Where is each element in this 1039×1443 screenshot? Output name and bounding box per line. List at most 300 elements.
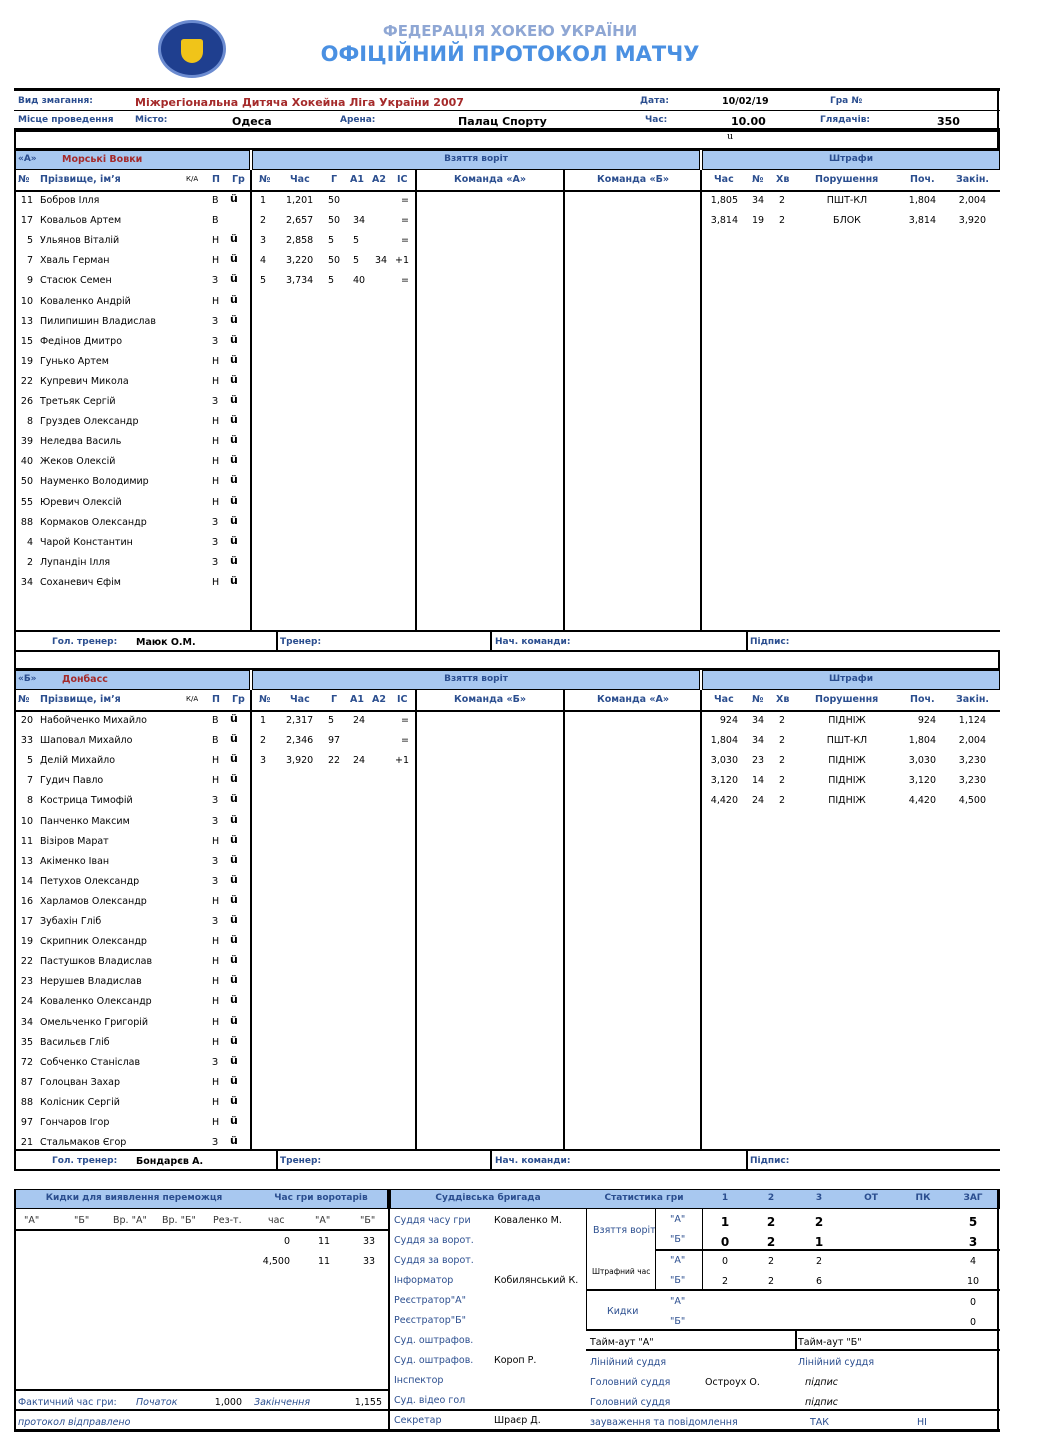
time-value: 10.00 xyxy=(731,115,766,128)
goals-header: Взяття воріт xyxy=(444,674,508,684)
shootout-col: Вр. "Б" xyxy=(162,1215,196,1226)
head-judge: Головний суддя xyxy=(590,1377,671,1388)
player-check: ü xyxy=(230,872,238,886)
player-name: Хваль Герман xyxy=(40,255,110,267)
v-rule xyxy=(388,1189,390,1429)
player-check: ü xyxy=(230,953,238,967)
v-rule xyxy=(490,1149,492,1169)
player-check: ü xyxy=(230,892,238,906)
v-rule xyxy=(655,1209,656,1289)
col-p: П xyxy=(212,694,220,705)
player-name: Гончаров Ігор xyxy=(40,1117,110,1128)
player-check: ü xyxy=(230,832,238,846)
end-label: Закінчення xyxy=(254,1397,311,1408)
player-position: З xyxy=(212,335,219,347)
player-name: Купревич Микола xyxy=(40,375,129,387)
penalty-infraction: ПІДНІЖ xyxy=(828,755,866,767)
player-name: Федінов Дмитро xyxy=(40,335,123,347)
start-value: 1,000 xyxy=(214,1397,242,1408)
penalty-player: 19 xyxy=(752,215,765,227)
penalty-start: 924 xyxy=(917,715,936,726)
player-check: ü xyxy=(230,712,238,725)
goal-scorer: 5 xyxy=(328,235,335,247)
penalty-infraction: ПШТ-КЛ xyxy=(826,735,868,747)
player-number: 34 xyxy=(20,1016,33,1028)
player-number: 19 xyxy=(20,936,33,948)
coach-name: Маюк О.М. xyxy=(136,637,196,648)
player-check: ü xyxy=(230,913,238,926)
player-name: Ковальов Артем xyxy=(40,215,122,227)
col-p: П xyxy=(212,174,220,185)
comp-value: Міжрегіональна Дитяча Хокейна Ліга України 2007 xyxy=(135,96,464,109)
v-rule xyxy=(415,690,417,1150)
goal-strength: = xyxy=(401,235,409,247)
player-name: Голоцван Захар xyxy=(40,1076,120,1088)
yes-option: ТАК xyxy=(810,1417,830,1428)
goal-scorer: 22 xyxy=(328,755,341,767)
player-number: 4 xyxy=(26,536,33,548)
penalty-minutes: 2 xyxy=(779,195,786,206)
sign-label: Підпис: xyxy=(750,1156,790,1166)
penalty-minutes: 2 xyxy=(779,795,786,807)
stats-total: 3 xyxy=(968,1235,978,1249)
player-name: Скрипник Олександр xyxy=(40,936,147,948)
player-position: Н xyxy=(212,456,220,468)
player-number: 40 xyxy=(20,456,33,468)
player-name: Пилипишин Владислав xyxy=(40,315,156,327)
player-name: Петухов Олександр xyxy=(40,875,140,887)
penalty-player: 23 xyxy=(752,755,765,767)
player-number: 34 xyxy=(20,576,33,588)
line-judge: Лінійний суддя xyxy=(590,1357,667,1368)
stats-team-tag: "А" xyxy=(670,1214,686,1225)
player-check: ü xyxy=(230,232,238,246)
player-check: ü xyxy=(230,352,238,366)
player-number: 2 xyxy=(26,556,33,568)
arena-label: Арена: xyxy=(340,115,376,125)
city-label: Місто: xyxy=(135,115,168,125)
goal-strength: = xyxy=(401,215,409,227)
goal-assist2: 34 xyxy=(375,255,388,267)
shootout-col: Рез-т. xyxy=(213,1215,242,1226)
goal-scorer: 50 xyxy=(328,195,341,206)
h-rule xyxy=(14,1429,1000,1432)
penalty-end: 1,124 xyxy=(958,715,986,726)
player-number: 33 xyxy=(20,735,33,747)
col-pend: Закін. xyxy=(956,174,990,185)
stats-title: Статистика гри xyxy=(604,1193,684,1203)
player-number: 17 xyxy=(20,916,33,927)
player-position: З xyxy=(212,815,219,827)
note-symbol: u xyxy=(727,131,734,142)
col-gtime: Час xyxy=(290,174,310,185)
stats-p2: 2 xyxy=(766,1235,776,1249)
stats-shots-b: 0 xyxy=(969,1317,977,1328)
player-check: ü xyxy=(230,453,238,467)
player-position: Н xyxy=(212,996,220,1008)
player-number: 24 xyxy=(20,996,33,1008)
coach-label: Гол. тренер: xyxy=(52,1156,118,1166)
goal-strength: = xyxy=(401,195,409,206)
referee-role: Реєстратор"Б" xyxy=(394,1315,467,1326)
v-rule xyxy=(700,170,702,632)
signature: підпис xyxy=(805,1377,839,1388)
penalty-minutes: 2 xyxy=(779,215,786,227)
v-rule xyxy=(250,690,252,1150)
h-rule xyxy=(655,1249,1000,1251)
v-rule xyxy=(490,630,492,650)
gk-col: "Б" xyxy=(360,1215,376,1226)
penalty-time: 1,804 xyxy=(710,735,738,747)
v-rule xyxy=(563,690,565,1150)
stats-p1: 0 xyxy=(720,1235,730,1249)
player-check: ü xyxy=(230,732,238,746)
period-1: 1 xyxy=(721,1193,729,1203)
player-position: Н xyxy=(212,895,220,907)
coach-name: Бондарєв А. xyxy=(136,1156,204,1167)
player-position: Н xyxy=(212,1076,220,1088)
col-pstart: Поч. xyxy=(910,694,935,705)
stats-team-tag: "А" xyxy=(670,1296,686,1307)
player-check: ü xyxy=(230,812,238,826)
player-position: З xyxy=(212,516,219,528)
penalty-player: 14 xyxy=(752,775,765,787)
signature-2: підпис xyxy=(805,1397,839,1408)
header-bar xyxy=(14,670,250,690)
player-position: Н xyxy=(212,1117,220,1128)
col-team-opp: Команда «Б» xyxy=(597,174,669,185)
goal-time: 3,734 xyxy=(286,275,314,287)
stats-p2: 2 xyxy=(766,1215,776,1229)
v-rule xyxy=(795,1329,797,1349)
goal-time: 3,920 xyxy=(286,755,314,767)
player-position: Н xyxy=(212,235,220,247)
penalty-player: 34 xyxy=(752,715,765,726)
player-name: Гунько Артем xyxy=(40,355,109,367)
player-check: ü xyxy=(230,573,238,587)
col-gr: Гр xyxy=(232,694,245,705)
stats-team-tag: "Б" xyxy=(670,1234,686,1245)
player-position: Н xyxy=(212,835,220,847)
player-number: 8 xyxy=(26,416,33,428)
stats-shots-label: Кидки xyxy=(607,1306,639,1317)
player-position: Н xyxy=(212,936,220,948)
player-check: ü xyxy=(230,1033,238,1047)
player-name: Омельченко Григорій xyxy=(40,1016,149,1028)
referee-role: Реєстратор"А" xyxy=(394,1295,467,1306)
col-no: № xyxy=(18,694,30,705)
remarks: зауваження та повідомлення xyxy=(590,1417,738,1428)
head-judge-2: Головний суддя xyxy=(590,1397,671,1408)
player-number: 22 xyxy=(20,375,33,387)
start-label: Початок xyxy=(136,1397,178,1408)
penalty-time: 1,805 xyxy=(710,195,738,206)
shootout-title: Кидки для виявлення переможця xyxy=(45,1193,223,1203)
player-position: Н xyxy=(212,416,220,428)
trainer-label: Тренер: xyxy=(280,637,322,647)
player-name: Коваленко Олександр xyxy=(40,996,152,1008)
penalty-start: 1,804 xyxy=(908,195,936,206)
referee-role: Секретар xyxy=(394,1415,442,1426)
period-2: 2 xyxy=(767,1193,775,1203)
v-rule xyxy=(702,1209,703,1289)
goal-time: 2,657 xyxy=(286,215,314,227)
penalties-header: Штрафи xyxy=(828,674,874,684)
time-label: Час: xyxy=(645,115,668,125)
col-g: Г xyxy=(331,174,338,185)
player-check: ü xyxy=(230,192,238,205)
sign-label: Підпис: xyxy=(750,637,790,647)
player-name: Набойченко Михайло xyxy=(40,715,147,726)
player-check: ü xyxy=(230,772,238,786)
h-rule xyxy=(14,88,1000,91)
goal-scorer: 5 xyxy=(328,275,335,287)
col-ic: ІС xyxy=(397,694,408,705)
team-name: Донбасс xyxy=(62,674,108,685)
gk-a: 11 xyxy=(318,1256,331,1267)
player-check: ü xyxy=(230,933,238,947)
h-rule xyxy=(14,1169,1000,1171)
col-team-own: Команда «Б» xyxy=(454,694,526,705)
referee-role: Інспектор xyxy=(394,1375,444,1386)
penalty-player: 34 xyxy=(752,735,765,747)
player-name: Колісник Сергій xyxy=(40,1096,120,1108)
stats-p1: 1 xyxy=(720,1215,730,1229)
player-number: 7 xyxy=(26,775,33,787)
gk-time-title: Час гри воротарів xyxy=(274,1193,368,1203)
penalty-minutes: 2 xyxy=(779,755,786,767)
goal-number: 1 xyxy=(260,195,267,206)
penalty-start: 3,814 xyxy=(908,215,936,227)
penalty-time: 3,814 xyxy=(710,215,738,227)
goal-strength: = xyxy=(401,715,409,726)
player-number: 14 xyxy=(20,875,33,887)
federation-title: ФЕДЕРАЦІЯ ХОКЕЮ УКРАЇНИ xyxy=(382,22,638,40)
goal-scorer: 97 xyxy=(328,735,341,747)
player-name: Харламов Олександр xyxy=(40,895,147,907)
gk-a: 11 xyxy=(318,1236,331,1247)
player-check: ü xyxy=(230,292,238,306)
stats-shots-a: 0 xyxy=(969,1297,977,1308)
spect-label: Глядачів: xyxy=(820,115,871,125)
v-rule xyxy=(415,170,417,632)
player-number: 50 xyxy=(20,476,33,488)
h-rule xyxy=(14,190,1000,192)
col-a1: А1 xyxy=(350,174,364,185)
stats-total: 4 xyxy=(969,1256,977,1267)
player-name: Панченко Максим xyxy=(40,815,130,827)
goal-number: 3 xyxy=(260,755,267,767)
goal-number: 1 xyxy=(260,715,267,726)
player-position: Н xyxy=(212,755,220,767)
player-number: 15 xyxy=(20,335,33,347)
stats-total: 5 xyxy=(968,1215,978,1229)
stats-p3: 2 xyxy=(814,1215,824,1229)
col-pinf: Порушення xyxy=(815,694,879,705)
player-check: ü xyxy=(230,533,238,547)
h-rule xyxy=(586,1289,1000,1291)
goal-time: 3,220 xyxy=(286,255,314,267)
player-check: ü xyxy=(230,413,238,427)
stats-team-tag: "А" xyxy=(670,1255,686,1266)
stats-team-tag: "Б" xyxy=(670,1316,686,1327)
player-name: Ульянов Віталій xyxy=(40,235,120,247)
spect-value: 350 xyxy=(937,115,960,128)
v-rule xyxy=(276,630,278,650)
player-name: Лупандін Ілля xyxy=(40,556,111,568)
col-gno: № xyxy=(259,174,271,185)
goal-number: 5 xyxy=(260,275,267,287)
player-number: 13 xyxy=(20,855,33,867)
col-pmin: Хв xyxy=(776,694,790,705)
player-position: Н xyxy=(212,576,220,588)
player-name: Васильєв Гліб xyxy=(40,1036,110,1048)
player-position: З xyxy=(212,855,219,867)
player-number: 17 xyxy=(20,215,33,227)
player-number: 35 xyxy=(20,1036,33,1048)
player-position: Н xyxy=(212,255,220,267)
player-check: ü xyxy=(230,312,238,326)
player-name: Стальмаков Єгор xyxy=(40,1137,127,1149)
player-position: В xyxy=(212,715,219,726)
penalty-minutes: 2 xyxy=(779,735,786,747)
v-rule xyxy=(746,630,748,650)
v-rule xyxy=(276,1149,278,1169)
player-check: ü xyxy=(230,553,238,567)
player-name: Коваленко Андрій xyxy=(40,295,131,307)
goal-assist1: 40 xyxy=(353,275,366,287)
player-position: В xyxy=(212,215,219,227)
goal-scorer: 50 xyxy=(328,215,341,227)
player-check: ü xyxy=(230,372,238,386)
goal-number: 2 xyxy=(260,735,267,747)
player-name: Акіменко Іван xyxy=(40,855,110,867)
player-name: Жеков Олексій xyxy=(40,456,116,468)
player-name: Стасюк Семен xyxy=(40,275,112,287)
player-number: 26 xyxy=(20,396,33,407)
player-check: ü xyxy=(230,1073,238,1087)
end-value: 1,155 xyxy=(354,1397,382,1408)
player-position: З xyxy=(212,396,219,407)
col-a2: А2 xyxy=(372,174,386,185)
coach-label: Гол. тренер: xyxy=(52,637,118,647)
col-pstart: Поч. xyxy=(910,174,935,185)
v-rule xyxy=(746,1149,748,1169)
player-position: Н xyxy=(212,436,220,448)
protocol-title: ОФІЦІЙНИЙ ПРОТОКОЛ МАТЧУ xyxy=(320,42,700,66)
player-name: Груздев Олександр xyxy=(40,416,139,428)
penalty-infraction: ПШТ-КЛ xyxy=(826,195,868,206)
goal-assist1: 5 xyxy=(353,235,360,247)
player-number: 5 xyxy=(26,755,33,767)
city-value: Одеса xyxy=(232,115,272,128)
player-number: 10 xyxy=(20,295,33,307)
v-rule xyxy=(14,1189,16,1429)
player-check: ü xyxy=(230,252,238,266)
federation-logo xyxy=(158,20,226,78)
penalty-start: 4,420 xyxy=(908,795,936,807)
referee-role: Суддя часу гри xyxy=(394,1215,471,1226)
referee-role: Суддя за ворот. xyxy=(394,1255,474,1266)
penalty-end: 2,004 xyxy=(958,195,986,206)
player-name: Нерушев Владислав xyxy=(40,976,142,988)
player-number: 10 xyxy=(20,815,33,827)
penalty-start: 1,804 xyxy=(908,735,936,747)
player-check: ü xyxy=(230,1134,238,1148)
player-name: Зубахін Гліб xyxy=(40,916,102,927)
referee-role: Суд. відео гол xyxy=(394,1395,466,1406)
player-number: 5 xyxy=(26,235,33,247)
chief-label: Нач. команди: xyxy=(495,1156,571,1166)
stats-p2: 2 xyxy=(767,1276,775,1287)
penalty-start: 3,120 xyxy=(908,775,936,787)
gk-b: 33 xyxy=(363,1256,376,1267)
penalty-infraction: ПІДНІЖ xyxy=(828,795,866,807)
stats-p2: 2 xyxy=(767,1256,775,1267)
h-rule xyxy=(14,1229,388,1231)
penalty-minutes: 2 xyxy=(779,715,786,726)
col-g: Г xyxy=(331,694,338,705)
goal-assist1: 34 xyxy=(353,215,366,227)
referee-role: Суд. оштрафов. xyxy=(394,1355,474,1366)
col-ic: ІС xyxy=(397,174,408,185)
shootout-col: "Б" xyxy=(74,1215,90,1226)
player-check: ü xyxy=(230,1013,238,1027)
player-check: ü xyxy=(230,752,238,766)
overtime: ОТ xyxy=(864,1193,878,1203)
goal-number: 2 xyxy=(260,215,267,227)
head-judge-name: Остроух О. xyxy=(705,1377,760,1388)
v-rule xyxy=(563,170,565,632)
penalty-player: 24 xyxy=(752,795,765,807)
goal-time: 1,201 xyxy=(286,195,314,206)
line-judge-2: Лінійний суддя xyxy=(798,1357,875,1368)
player-name: Шаповал Михайло xyxy=(40,735,133,747)
player-check: ü xyxy=(230,332,238,346)
trainer-label: Тренер: xyxy=(280,1156,322,1166)
player-check: ü xyxy=(230,993,238,1007)
penalty-end: 3,230 xyxy=(958,775,986,787)
referees-title: Суддівська бригада xyxy=(435,1193,541,1203)
player-position: З xyxy=(212,1137,219,1149)
goal-assist1: 24 xyxy=(353,755,366,767)
h-rule xyxy=(14,1389,388,1391)
referee-name: Короп Р. xyxy=(494,1355,537,1366)
goal-strength: +1 xyxy=(394,755,409,767)
col-a2: А2 xyxy=(372,694,386,705)
total: ЗАГ xyxy=(963,1193,983,1203)
box xyxy=(14,650,1000,670)
player-position: В xyxy=(212,735,219,747)
goal-scorer: 5 xyxy=(328,715,335,726)
player-number: 11 xyxy=(20,835,33,847)
player-number: 39 xyxy=(20,436,33,448)
h-rule xyxy=(14,710,1000,712)
h-rule xyxy=(14,1409,1000,1411)
player-position: З xyxy=(212,315,219,327)
gk-b: 33 xyxy=(363,1236,376,1247)
protocol-sent: протокол відправлено xyxy=(18,1417,131,1428)
team-tag: «А» xyxy=(18,154,37,164)
player-position: З xyxy=(212,916,219,927)
arena-value: Палац Спорту xyxy=(458,115,547,128)
player-name: Науменко Володимир xyxy=(40,476,149,488)
player-number: 21 xyxy=(20,1137,33,1149)
col-a1: А1 xyxy=(350,694,364,705)
col-pno: № xyxy=(752,174,764,185)
penalties-header: Штрафи xyxy=(828,154,874,164)
penalty-time: 3,030 xyxy=(710,755,738,767)
